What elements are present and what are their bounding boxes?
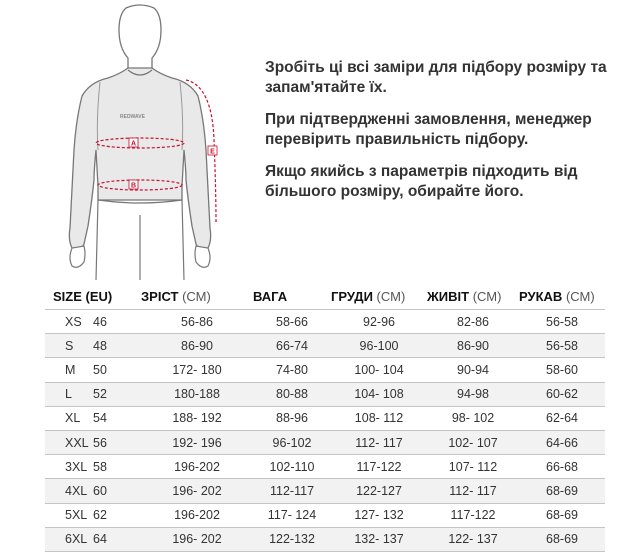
cell-size: XL bbox=[45, 406, 93, 430]
cell-size: S bbox=[45, 334, 93, 358]
chest-marker-a: A bbox=[130, 140, 137, 148]
table-row bbox=[45, 382, 605, 406]
header-weight: ВАГА bbox=[253, 288, 288, 304]
cell-sleeve: 68-69 bbox=[519, 503, 605, 527]
cell-chest: 104- 108 bbox=[331, 382, 427, 406]
cell-eu: 48 bbox=[93, 334, 141, 358]
table-row bbox=[45, 358, 605, 382]
cell-weight: 80-88 bbox=[253, 382, 331, 406]
instruction-measure: Зробіть ці всі заміри для підбору розміру та запам'ятайте їх. bbox=[265, 59, 607, 96]
table-row bbox=[45, 455, 605, 479]
cell-size: XS bbox=[45, 310, 93, 334]
waist-marker-b: B bbox=[130, 182, 137, 190]
cell-eu: 52 bbox=[93, 382, 141, 406]
cell-chest: 132- 137 bbox=[331, 527, 427, 551]
cell-height: 180-188 bbox=[141, 382, 253, 406]
table-row bbox=[45, 310, 605, 334]
instructions-block bbox=[265, 58, 625, 214]
cell-belly: 107- 112 bbox=[427, 455, 519, 479]
cell-sleeve: 62-64 bbox=[519, 406, 605, 430]
cell-chest: 117-122 bbox=[331, 455, 427, 479]
cell-belly: 94-98 bbox=[427, 382, 519, 406]
header-belly: ЖИВІТ (СМ) bbox=[427, 288, 502, 304]
table-row bbox=[45, 334, 605, 358]
cell-chest: 108- 112 bbox=[331, 406, 427, 430]
head-outline bbox=[119, 5, 161, 70]
table-row bbox=[45, 503, 605, 527]
cell-weight: 58-66 bbox=[253, 310, 331, 334]
instruction-manager-check: При підтвердженні замовлення, менеджер перевірить правильність підбору. bbox=[265, 111, 592, 148]
cell-size: 4XL bbox=[45, 479, 93, 503]
cell-weight: 88-96 bbox=[253, 406, 331, 430]
cell-weight: 122-132 bbox=[253, 527, 331, 551]
cell-eu: 64 bbox=[93, 527, 141, 551]
cell-eu: 56 bbox=[93, 430, 141, 454]
cell-chest: 127- 132 bbox=[331, 503, 427, 527]
hand-left bbox=[70, 246, 85, 267]
cell-chest: 112- 117 bbox=[331, 430, 427, 454]
cell-eu: 62 bbox=[93, 503, 141, 527]
table-header-row bbox=[45, 283, 605, 310]
cell-height: 86-90 bbox=[141, 334, 253, 358]
cell-belly: 117-122 bbox=[427, 503, 519, 527]
cell-height: 196-202 bbox=[141, 503, 253, 527]
cell-weight: 74-80 bbox=[253, 358, 331, 382]
cell-size: L bbox=[45, 382, 93, 406]
cell-height: 196- 202 bbox=[141, 479, 253, 503]
header-sleeve: РУКАВ (СМ) bbox=[519, 288, 595, 304]
cell-size: M bbox=[45, 358, 93, 382]
cell-weight: 117- 124 bbox=[253, 503, 331, 527]
cell-weight: 66-74 bbox=[253, 334, 331, 358]
cell-size: 5XL bbox=[45, 503, 93, 527]
table-row bbox=[45, 479, 605, 503]
cell-eu: 46 bbox=[93, 310, 141, 334]
cell-belly: 98- 102 bbox=[427, 406, 519, 430]
cell-sleeve: 56-58 bbox=[519, 334, 605, 358]
cell-height: 56-86 bbox=[141, 310, 253, 334]
cell-belly: 82-86 bbox=[427, 310, 519, 334]
cell-belly: 102- 107 bbox=[427, 430, 519, 454]
cell-sleeve: 56-58 bbox=[519, 310, 605, 334]
cell-belly: 86-90 bbox=[427, 334, 519, 358]
table-row bbox=[45, 527, 605, 551]
cell-height: 188- 192 bbox=[141, 406, 253, 430]
cell-height: 192- 196 bbox=[141, 430, 253, 454]
cell-sleeve: 68-69 bbox=[519, 527, 605, 551]
header-chest: ГРУДИ (СМ) bbox=[331, 288, 406, 304]
legs-outline bbox=[96, 200, 184, 280]
cell-eu: 50 bbox=[93, 358, 141, 382]
cell-height: 196-202 bbox=[141, 455, 253, 479]
cell-chest: 100- 104 bbox=[331, 358, 427, 382]
size-chart-table bbox=[45, 283, 605, 552]
shirt-brand-logo: REDWAVE bbox=[120, 114, 145, 120]
cell-eu: 54 bbox=[93, 406, 141, 430]
cell-sleeve: 60-62 bbox=[519, 382, 605, 406]
cell-height: 196- 202 bbox=[141, 527, 253, 551]
cell-sleeve: 66-68 bbox=[519, 455, 605, 479]
header-height: ЗРІСТ (СМ) bbox=[141, 288, 211, 304]
cell-size: 6XL bbox=[45, 527, 93, 551]
hand-right bbox=[195, 246, 210, 267]
cell-belly: 122- 137 bbox=[427, 527, 519, 551]
body-measurement-figure bbox=[40, 0, 250, 280]
cell-weight: 96-102 bbox=[253, 430, 331, 454]
cell-size: 3XL bbox=[45, 455, 93, 479]
cell-chest: 96-100 bbox=[331, 334, 427, 358]
cell-eu: 58 bbox=[93, 455, 141, 479]
cell-chest: 122-127 bbox=[331, 479, 427, 503]
table-row bbox=[45, 430, 605, 454]
header-size: SIZE (EU) bbox=[53, 288, 113, 304]
cell-chest: 92-96 bbox=[331, 310, 427, 334]
cell-eu: 60 bbox=[93, 479, 141, 503]
table-row bbox=[45, 406, 605, 430]
cell-sleeve: 58-60 bbox=[519, 358, 605, 382]
cell-belly: 112- 117 bbox=[427, 479, 519, 503]
instruction-larger-size: Якщо якийсь з параметрів підходить від більшого розміру, обирайте його. bbox=[265, 163, 578, 200]
cell-weight: 102-110 bbox=[253, 455, 331, 479]
cell-belly: 90-94 bbox=[427, 358, 519, 382]
cell-weight: 112-117 bbox=[253, 479, 331, 503]
cell-size: XXL bbox=[45, 430, 93, 454]
cell-sleeve: 64-66 bbox=[519, 430, 605, 454]
sleeve-marker-e: E bbox=[210, 148, 215, 156]
cell-height: 172- 180 bbox=[141, 358, 253, 382]
cell-sleeve: 68-69 bbox=[519, 479, 605, 503]
